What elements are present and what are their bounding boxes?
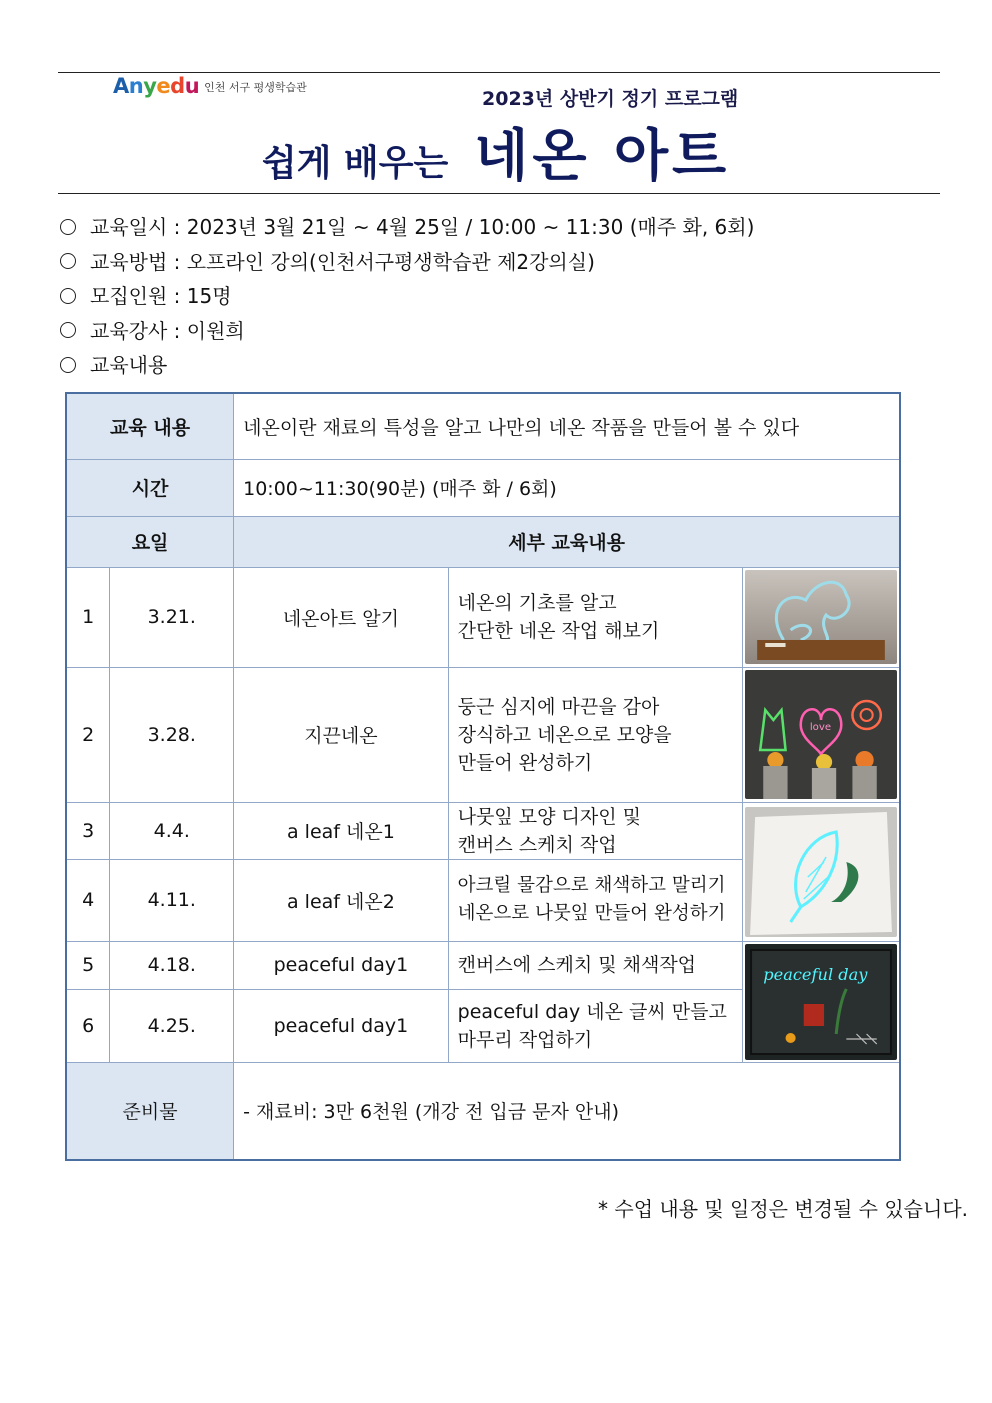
table-row (66, 459, 900, 516)
session-topic: peaceful day1 (234, 989, 449, 1062)
circle-bullet-icon (60, 357, 76, 373)
session-topic: 네온아트 알기 (234, 567, 449, 667)
detail-line: 캔버스 스케치 작업 (457, 833, 617, 856)
circle-bullet-icon (60, 219, 76, 235)
day-header: 요일 (66, 516, 234, 567)
info-sep: : (173, 215, 181, 239)
detail-line: 아크릴 물감으로 채색하고 말리기 (457, 875, 726, 896)
photo-cell (742, 667, 900, 802)
photo-cell (742, 941, 900, 1062)
session-topic: peaceful day1 (234, 941, 449, 989)
circle-bullet-icon (60, 253, 76, 269)
detail-line: 둥근 심지에 마끈을 감아 (457, 695, 660, 718)
info-row-method (58, 245, 754, 280)
time-value: 10:00~11:30(90분) (매주 화 / 6회) (234, 459, 900, 516)
logo-org: 인천 서구 평생학습관 (204, 81, 307, 94)
session-date: 4.25. (110, 989, 234, 1062)
session-no: 2 (66, 667, 110, 802)
detail-header: 세부 교육내용 (234, 516, 900, 567)
session-detail (448, 802, 742, 859)
header-bottom-rule (58, 193, 940, 194)
detail-line: 네온의 기초를 알고 (457, 592, 617, 614)
info-row-instructor (58, 314, 754, 349)
twine-neon-photo (745, 670, 897, 799)
detail-line: 만들어 완성하기 (457, 751, 593, 774)
session-topic: a leaf 네온1 (234, 802, 449, 859)
table-row (66, 393, 900, 459)
peaceful-day-neon-photo (745, 944, 897, 1060)
info-row-capacity (58, 279, 754, 314)
info-label: 교육내용 (90, 353, 168, 377)
session-date: 4.18. (110, 941, 234, 989)
info-label: 교육일시 (90, 215, 168, 239)
time-label: 시간 (66, 459, 234, 516)
info-list (58, 210, 754, 383)
table-row (66, 941, 900, 989)
info-sep: : (173, 284, 181, 308)
table-row (66, 802, 900, 859)
program-subtitle: 2023년 상반기 정기 프로그램 (482, 88, 739, 110)
info-sep: : (173, 318, 181, 343)
session-date: 3.21. (110, 567, 234, 667)
logo-brand: Anyedu (113, 74, 200, 98)
page-title (0, 112, 992, 192)
info-value: 15명 (186, 284, 232, 308)
neon-wire-photo (745, 570, 897, 664)
title-prefix: 쉽게 배우는 (261, 143, 449, 184)
top-rule (58, 72, 940, 73)
session-no: 3 (66, 802, 110, 859)
table-row (66, 1062, 900, 1160)
detail-line: 장식하고 네온으로 모양을 (457, 723, 672, 746)
detail-line: 간단한 네온 작업 해보기 (457, 620, 660, 642)
info-label: 교육방법 (90, 249, 168, 274)
session-no: 6 (66, 989, 110, 1062)
detail-line: 캔버스에 스케치 및 채색작업 (457, 954, 697, 977)
session-no: 5 (66, 941, 110, 989)
info-row-content (58, 348, 754, 383)
info-label: 교육강사 (90, 318, 168, 343)
detail-line: 네온으로 나뭇잎 만들어 완성하기 (457, 903, 726, 924)
info-value: 오프라인 강의(인천서구평생학습관 제2강의실) (186, 249, 595, 274)
title-main: 네온 아트 (474, 124, 731, 189)
leaf-neon-photo (745, 807, 897, 937)
session-detail (448, 859, 742, 941)
prep-label: 준비물 (66, 1062, 234, 1160)
session-date: 4.11. (110, 859, 234, 941)
info-sep: : (173, 249, 181, 274)
session-date: 3.28. (110, 667, 234, 802)
footnote: * 수업 내용 및 일정은 변경될 수 있습니다. (598, 1197, 968, 1221)
peaceful-day-text: peaceful day (763, 964, 868, 984)
table-row (66, 516, 900, 567)
photo-cell (742, 567, 900, 667)
session-detail (448, 567, 742, 667)
table-row (66, 567, 900, 667)
session-no: 1 (66, 567, 110, 667)
curriculum-table (65, 392, 901, 1161)
info-value: 2023년 3월 21일 ~ 4월 25일 / 10:00 ~ 11:30 (매주 화, 6회) (186, 215, 755, 239)
content-label: 교육 내용 (66, 393, 234, 459)
info-row-date (58, 210, 754, 245)
session-topic: 지끈네온 (234, 667, 449, 802)
session-topic: a leaf 네온2 (234, 859, 449, 941)
prep-value: - 재료비: 3만 6천원 (개강 전 입금 문자 안내) (234, 1062, 900, 1160)
content-value: 네온이란 재료의 특성을 알고 나만의 네온 작품을 만들어 볼 수 있다 (234, 393, 900, 459)
session-detail (448, 989, 742, 1062)
table-row (66, 667, 900, 802)
photo-cell (742, 802, 900, 941)
session-no: 4 (66, 859, 110, 941)
love-text: love (809, 722, 832, 733)
session-detail (448, 941, 742, 989)
detail-line: 마무리 작업하기 (457, 1028, 593, 1051)
detail-line: 나뭇잎 모양 디자인 및 (457, 805, 641, 828)
session-detail (448, 667, 742, 802)
info-value: 이원희 (186, 318, 245, 343)
circle-bullet-icon (60, 322, 76, 338)
info-label: 모집인원 (90, 284, 168, 308)
detail-line: peaceful day 네온 글씨 만들고 (457, 1000, 727, 1023)
circle-bullet-icon (60, 288, 76, 304)
session-date: 4.4. (110, 802, 234, 859)
anyedu-logo (113, 76, 307, 97)
